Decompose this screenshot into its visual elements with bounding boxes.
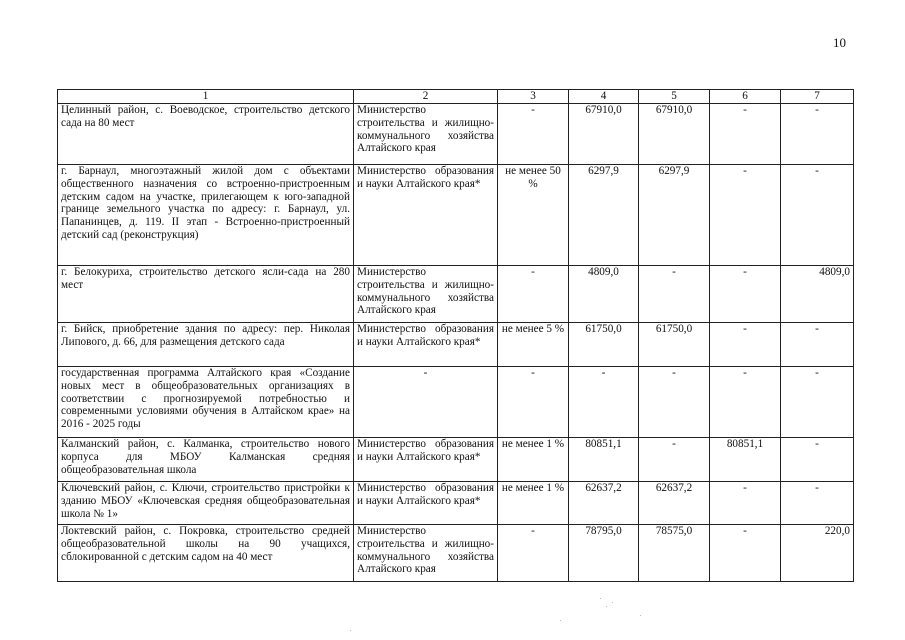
amount-cell: 4809,0 <box>569 266 639 323</box>
responsible-cell: Министерство строительства и жилищно-коммунального хозяйства Алтайского края <box>354 104 498 165</box>
scan-speck <box>560 620 561 621</box>
table-row <box>58 525 854 582</box>
amount-cell: - <box>710 266 781 323</box>
share-cell: - <box>498 266 569 323</box>
column-header: 1 <box>58 90 354 104</box>
object-cell: Локтевский район, с. Покровка, строительство средней общеобразовательной школы на 90 учащихся, сблокированной с детским садом на 40 мест <box>58 525 354 582</box>
data-table <box>57 89 854 582</box>
amount-cell: 78575,0 <box>639 525 710 582</box>
object-cell: г. Белокуриха, строительство детского ясли-сада на 280 мест <box>58 266 354 323</box>
amount-cell: - <box>781 438 854 482</box>
responsible-cell: - <box>354 367 498 438</box>
share-cell: не менее 50 % <box>498 165 569 266</box>
amount-cell: 62637,2 <box>639 482 710 525</box>
responsible-cell: Министерство образования и науки Алтайского края* <box>354 165 498 266</box>
table-row <box>58 104 854 165</box>
share-cell: - <box>498 367 569 438</box>
share-cell: - <box>498 104 569 165</box>
table-row <box>58 482 854 525</box>
object-cell: г. Бийск, приобретение здания по адресу: пер. Николая Липового, д. 66, для размещения детского сада <box>58 323 354 367</box>
object-cell: Целинный район, с. Воеводское, строительство детского сада на 80 мест <box>58 104 354 165</box>
amount-cell: 6297,9 <box>639 165 710 266</box>
amount-cell: 78795,0 <box>569 525 639 582</box>
amount-cell: 67910,0 <box>569 104 639 165</box>
scan-speck <box>606 606 607 607</box>
object-cell: государственная программа Алтайского края «Создание новых мест в общеобразовательных организациях в соответствии с прогнозируемой потребностью и современными условиями обучения в Алтайском крае» на 2016 - 2025 годы <box>58 367 354 438</box>
object-cell: г. Барнаул, многоэтажный жилой дом с объектами общественного назначения со встроенно-пристроенным детским садом на участке, прилегающем к юго-западной границе земельного участка по адресу: г. Барнаул, ул. Папанинцев, д. 119. II этап - Встроенно-пристроенный детский сад (реконструкция) <box>58 165 354 266</box>
amount-cell: - <box>569 367 639 438</box>
amount-cell: 220,0 <box>781 525 854 582</box>
column-header: 6 <box>710 90 781 104</box>
amount-cell: 6297,9 <box>569 165 639 266</box>
column-header: 5 <box>639 90 710 104</box>
amount-cell: - <box>781 165 854 266</box>
column-header: 7 <box>781 90 854 104</box>
amount-cell: - <box>781 104 854 165</box>
responsible-cell: Министерство строительства и жилищно-коммунального хозяйства Алтайского края <box>354 525 498 582</box>
table-row <box>58 438 854 482</box>
column-header: 4 <box>569 90 639 104</box>
amount-cell: - <box>639 438 710 482</box>
table-row <box>58 323 854 367</box>
amount-cell: 80851,1 <box>569 438 639 482</box>
responsible-cell: Министерство образования и науки Алтайского края* <box>354 323 498 367</box>
scan-speck <box>350 630 351 631</box>
responsible-cell: Министерство образования и науки Алтайского края* <box>354 438 498 482</box>
object-cell: Ключевский район, с. Ключи, строительство пристройки к зданию МБОУ «Ключевская средняя общеобразовательная школа № 1» <box>58 482 354 525</box>
scan-speck <box>600 598 601 599</box>
column-header: 2 <box>354 90 498 104</box>
amount-cell: 67910,0 <box>639 104 710 165</box>
responsible-cell: Министерство образования и науки Алтайского края* <box>354 482 498 525</box>
amount-cell: - <box>710 323 781 367</box>
page-number: 10 <box>833 35 846 50</box>
header-row <box>58 90 854 104</box>
amount-cell: 4809,0 <box>781 266 854 323</box>
amount-cell: - <box>781 367 854 438</box>
amount-cell: - <box>710 482 781 525</box>
amount-cell: - <box>639 266 710 323</box>
amount-cell: 61750,0 <box>569 323 639 367</box>
amount-cell: - <box>710 165 781 266</box>
amount-cell: - <box>781 482 854 525</box>
share-cell: не менее 5 % <box>498 323 569 367</box>
table-row <box>58 367 854 438</box>
column-header: 3 <box>498 90 569 104</box>
amount-cell: 61750,0 <box>639 323 710 367</box>
share-cell: не менее 1 % <box>498 482 569 525</box>
amount-cell: 62637,2 <box>569 482 639 525</box>
object-cell: Калманский район, с. Калманка, строительство нового корпуса для МБОУ Калманская средняя общеобразовательная школа <box>58 438 354 482</box>
amount-cell: - <box>639 367 710 438</box>
scan-speck <box>640 615 641 616</box>
amount-cell: - <box>781 323 854 367</box>
scan-speck <box>612 602 613 603</box>
amount-cell: 80851,1 <box>710 438 781 482</box>
amount-cell: - <box>710 525 781 582</box>
amount-cell: - <box>710 367 781 438</box>
table-row <box>58 165 854 266</box>
table-row <box>58 266 854 323</box>
share-cell: не менее 1 % <box>498 438 569 482</box>
responsible-cell: Министерство строительства и жилищно-коммунального хозяйства Алтайского края <box>354 266 498 323</box>
share-cell: - <box>498 525 569 582</box>
amount-cell: - <box>710 104 781 165</box>
